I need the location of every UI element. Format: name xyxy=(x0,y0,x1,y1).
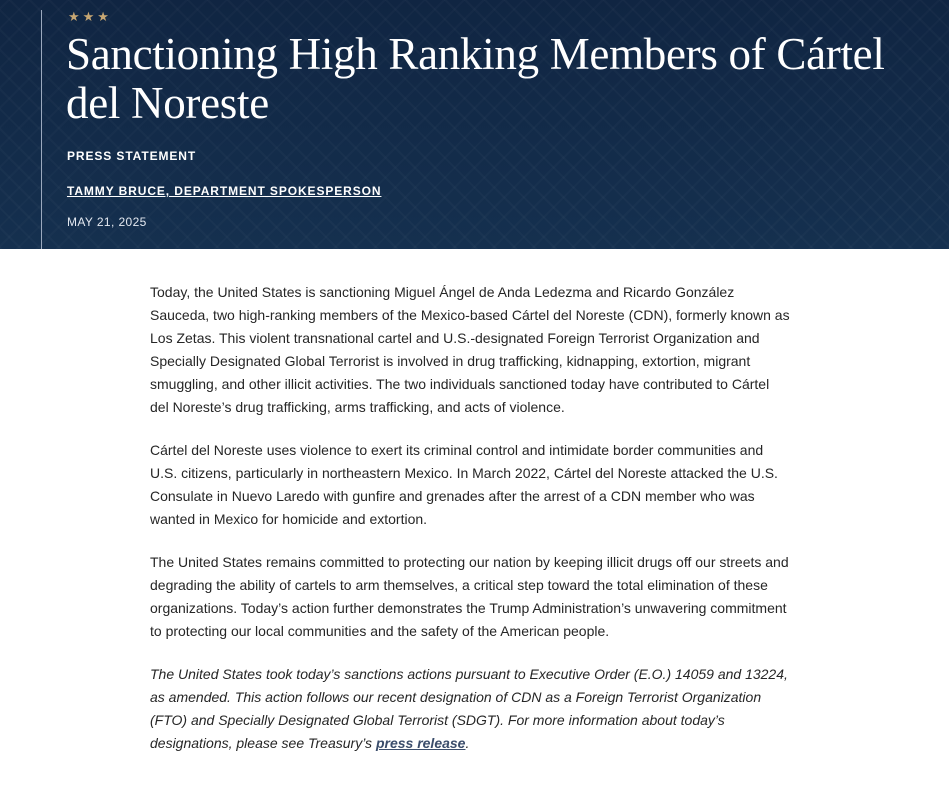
header-divider-line xyxy=(41,10,42,249)
author-link[interactable]: TAMMY BRUCE, DEPARTMENT SPOKESPERSON xyxy=(67,184,382,198)
page-header xyxy=(0,0,949,249)
press-release-link[interactable]: press release xyxy=(375,735,466,751)
page-title: Sanctioning High Ranking Members of Cártel del Noreste xyxy=(66,29,885,128)
stars-icon: ★★★ xyxy=(68,9,112,24)
paragraph-1: Today, the United States is sanctioning Miguel Ángel de Anda Ledezma and Ricardo González Sauceda, two high-ranking members of the Mexico-based Cártel del Noreste (CDN), formerly known as Los Zetas. This violent transnational cartel and U.S.-designated Foreign Terrorist Organization and Specially Designated Global Terrorist is involved in drug trafficking, kidnapping, extortion, migrant smuggling, and other illicit activities. The two individuals sanctioned today have contributed to Cártel del Noreste’s drug trafficking, arms trafficking, and acts of violence. xyxy=(150,284,790,415)
article-type-label: PRESS STATEMENT xyxy=(67,149,197,163)
publish-date: MAY 21, 2025 xyxy=(67,215,147,229)
legal-note xyxy=(150,663,790,755)
legal-note-text: The United States took today’s sanctions actions pursuant to Executive Order (E.O.) 14059 and 13224, as amended. This action follows our recent designation of CDN as a Foreign Terrorist Organization (FTO) and Specially Designated Global Terrorist (SDGT). For more information about today’s designations, please see Treasury’s xyxy=(150,666,788,751)
legal-note-end: . xyxy=(465,735,470,751)
article-body xyxy=(150,281,790,775)
paragraph-3: The United States remains committed to protecting our nation by keeping illicit drugs off our streets and degrading the ability of cartels to arm themselves, a critical step toward the total elimination of these organizations. Today’s action further demonstrates the Trump Administration’s unwavering commitment to protecting our local communities and the safety of the American people. xyxy=(150,554,789,639)
paragraph-2: Cártel del Noreste uses violence to exert its criminal control and intimidate border communities and U.S. citizens, particularly in northeastern Mexico. In March 2022, Cártel del Noreste attacked the U.S. Consulate in Nuevo Laredo with gunfire and grenades after the arrest of a CDN member who was wanted in Mexico for homicide and extortion. xyxy=(150,442,778,527)
